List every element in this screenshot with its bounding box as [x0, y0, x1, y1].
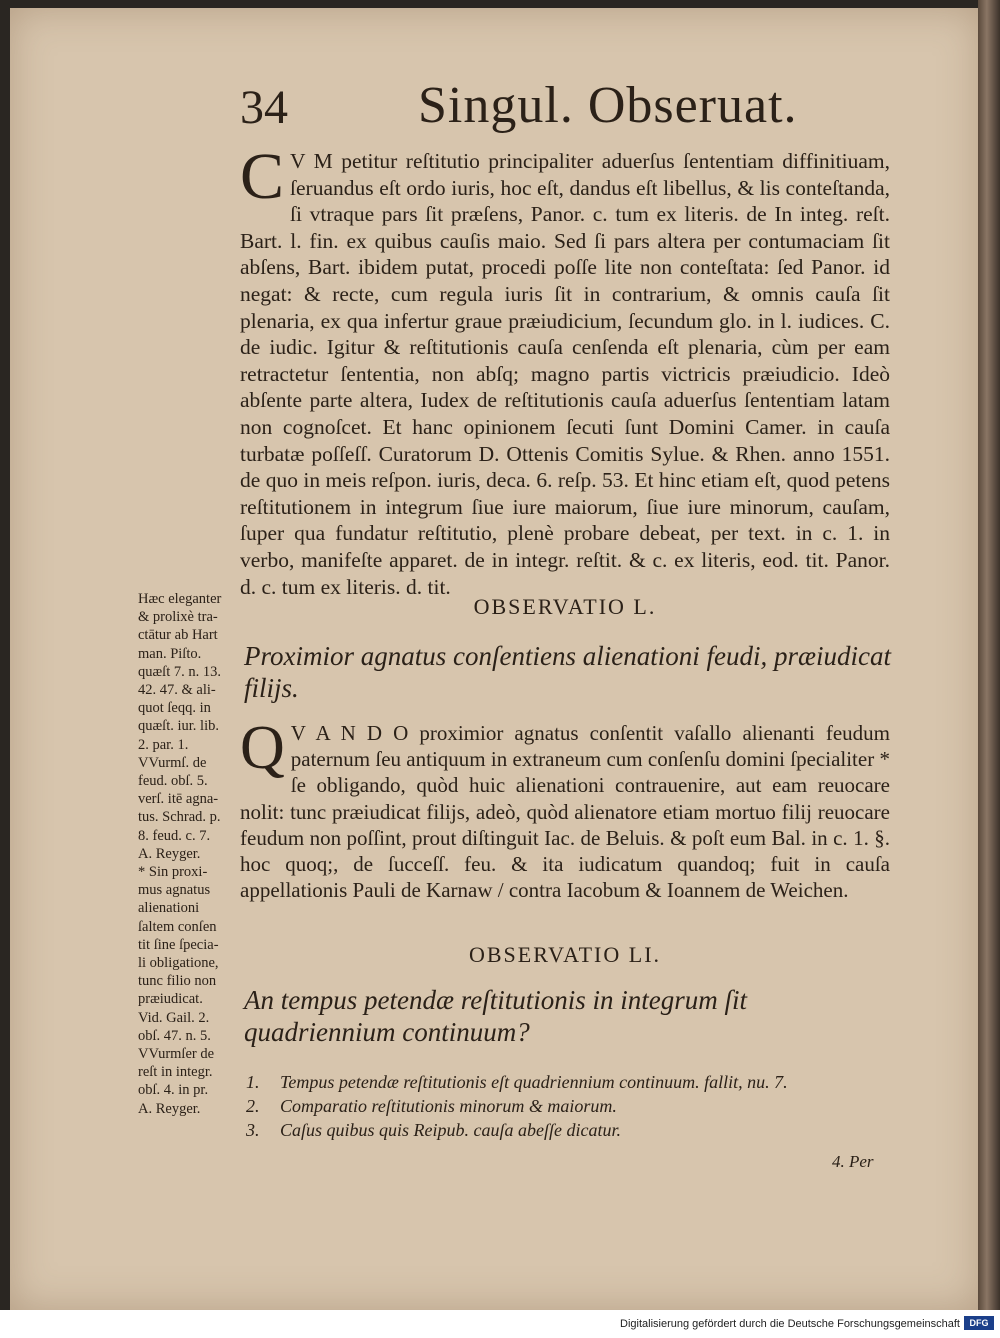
margin-note-line: A. Reyger. — [138, 1100, 201, 1117]
observation-51-heading: OBSERVATIO LI. — [468, 942, 662, 967]
summary-number: 2. — [246, 1096, 260, 1116]
dropcap: Q — [240, 714, 285, 782]
margin-note-line: 42. 47. & ali- — [138, 682, 216, 699]
margin-note-line: & prolixè tra- — [138, 609, 218, 626]
observation-50-heading: OBSERVATIO L. — [473, 594, 657, 619]
summary-item — [246, 1070, 886, 1094]
margin-note-line: tit ſine ſpecia- — [138, 936, 219, 953]
dropcap: C — [240, 140, 285, 213]
page-number: 34 — [240, 81, 288, 134]
dfg-logo: DFG — [964, 1316, 994, 1330]
margin-note-line: 2. par. 1. — [138, 736, 189, 753]
margin-note-line: li obligatione, — [138, 955, 219, 972]
margin-note-line: quæſt. iur. lib. — [138, 718, 219, 735]
margin-note-line: obſ. 4. in pr. — [138, 1082, 209, 1099]
margin-note-line: obſ. 47. n. 5. — [138, 1027, 211, 1044]
margin-note-line: quæſt 7. n. 13. — [138, 663, 221, 680]
catchword: 4. Per — [832, 1152, 874, 1171]
margin-note-line: 8. feud. c. 7. — [138, 827, 211, 844]
observation-51-summary — [246, 1070, 886, 1142]
margin-note-line: tus. Schrad. p. — [138, 809, 221, 826]
margin-note-line: ctātur ab Hart — [138, 627, 218, 644]
summary-text: Comparatio reſtitutionis minorum & maiorum. — [280, 1096, 617, 1116]
margin-note-line: Hæc eleganter — [138, 591, 222, 607]
summary-text: Tempus petendæ reſtitutionis eſt quadriennium continuum. fallit, nu. 7. — [280, 1072, 788, 1092]
summary-number: 3. — [246, 1120, 260, 1140]
margin-note-line: mus agnatus — [138, 882, 211, 899]
margin-note-line: VVurmſ. de — [138, 754, 207, 771]
margin-note-line: tunc filio non — [138, 973, 217, 990]
summary-item — [246, 1094, 886, 1118]
main-paragraph-text: V M petitur reſtitutio principaliter aduerſus ſententiam diffinitiuam, ſeruandus eſt ordo iuris, hoc eſt, dandus eſt libellus, & lis conteſtanda, ſi vtraque pars ſit præſens, Panor. c. tum ex literis. de In integ. reſt. Bart. l. fin. ex quibus cauſis maio. Sed ſi pars altera per contumaciam ſit abſens, Bart. ibidem putat, procedi poſſe lite non conteſtata: ſed Panor. id negat: & recte, cum regula iuris ſit in contrarium, & omnis cauſa ſit plenaria, ex qua infertur graue præiudicium, ſecundum glo. in l. iudices. C. de iudic. Igitur & reſtitutionis cauſa cenſenda eſt plenaria, cùm per eam retractetur ſententia, non abſq; magno partis victricis præiudicio. Ideò abſente parte altera, Iudex de reſtitutionis cauſa aduerſus ſententiam latam non cognoſcet. Et hanc opinionem ſecuti ſunt Domini Camer. in cauſa turbatæ poſſeſſ. Curatorum D. Ottenis Comitis Sylue. & Rhen. anno 1551. de quo in meis reſpon. iuris, deca. 6. reſp. 53. Et hinc etiam eſt, quod petens reſtitutionem in integrum ſiue iure maiorum, ſiue iure minorum, cauſam, ſuper qua fundatur reſtitutio, plenè probare debeat, per text. in c. 1. in verbo, manifeſte apparet. de in integr. reſtit. & c. ex literis, eod. tit. Panor. d. c. tum ex literis. d. tit. — [240, 149, 890, 599]
observation-50-body — [240, 714, 890, 903]
margin-note-line: verſ. itē agna- — [138, 791, 219, 808]
margin-note-line: * Sin proxi- — [138, 864, 208, 881]
footer-credit: Digitalisierung gefördert durch die Deutsche Forschungsgemeinschaft — [620, 1318, 960, 1330]
margin-note-line: VVurmſer de — [138, 1046, 215, 1063]
margin-note-line: reſt in integr. — [138, 1064, 213, 1081]
margin-note-line: A. Reyger. — [138, 845, 201, 862]
margin-note-line: præiudicat. — [138, 991, 203, 1008]
margin-note-line: Vid. Gail. 2. — [138, 1009, 210, 1026]
margin-notes — [138, 590, 244, 1118]
margin-note-line: ſaltem conſen — [138, 918, 217, 935]
observation-50-text: V A N D O proximior agnatus conſentit vaſallo alienanti feudum paternum ſeu antiquum in extraneum cum conſenſu domini ſpecialiter * ſe obligando, quòd huic alienationi contrauenire, aut eam reuocare nolit: tunc præiudicat filijs, adeò, quòd alienatore etiam mortuo filij reuocare feudum non poſſint, prout diſtinguit Iac. de Beluis. & poſt eum Bal. in c. 1. §. hoc quoq;, de ſucceſſ. feu. & ita iudicatum quandoq; fuit in cauſa appellationis Pauli de Karnaw / contra Iacobum & Ioannem de Weichen. — [240, 721, 890, 903]
margin-note-line: feud. obſ. 5. — [138, 773, 208, 790]
margin-note-line: quot ſeqq. in — [138, 700, 211, 717]
margin-note-line: alienationi — [138, 900, 200, 917]
observation-51-title: An tempus petendæ reſtitutionis in integrum ſit quadriennium continuum? — [244, 985, 747, 1047]
running-head: Singul. Obseruat. — [418, 77, 798, 134]
observation-50-title: Proximior agnatus conſentiens alienationi feudi, præiudicat filijs. — [244, 641, 891, 703]
main-paragraph — [240, 140, 890, 600]
summary-number: 1. — [246, 1072, 260, 1092]
margin-note-line: man. Piſto. — [138, 645, 202, 662]
book-edge — [978, 0, 1000, 1310]
summary-text: Caſus quibus quis Reipub. cauſa abeſſe dicatur. — [280, 1120, 621, 1140]
summary-item — [246, 1118, 886, 1142]
